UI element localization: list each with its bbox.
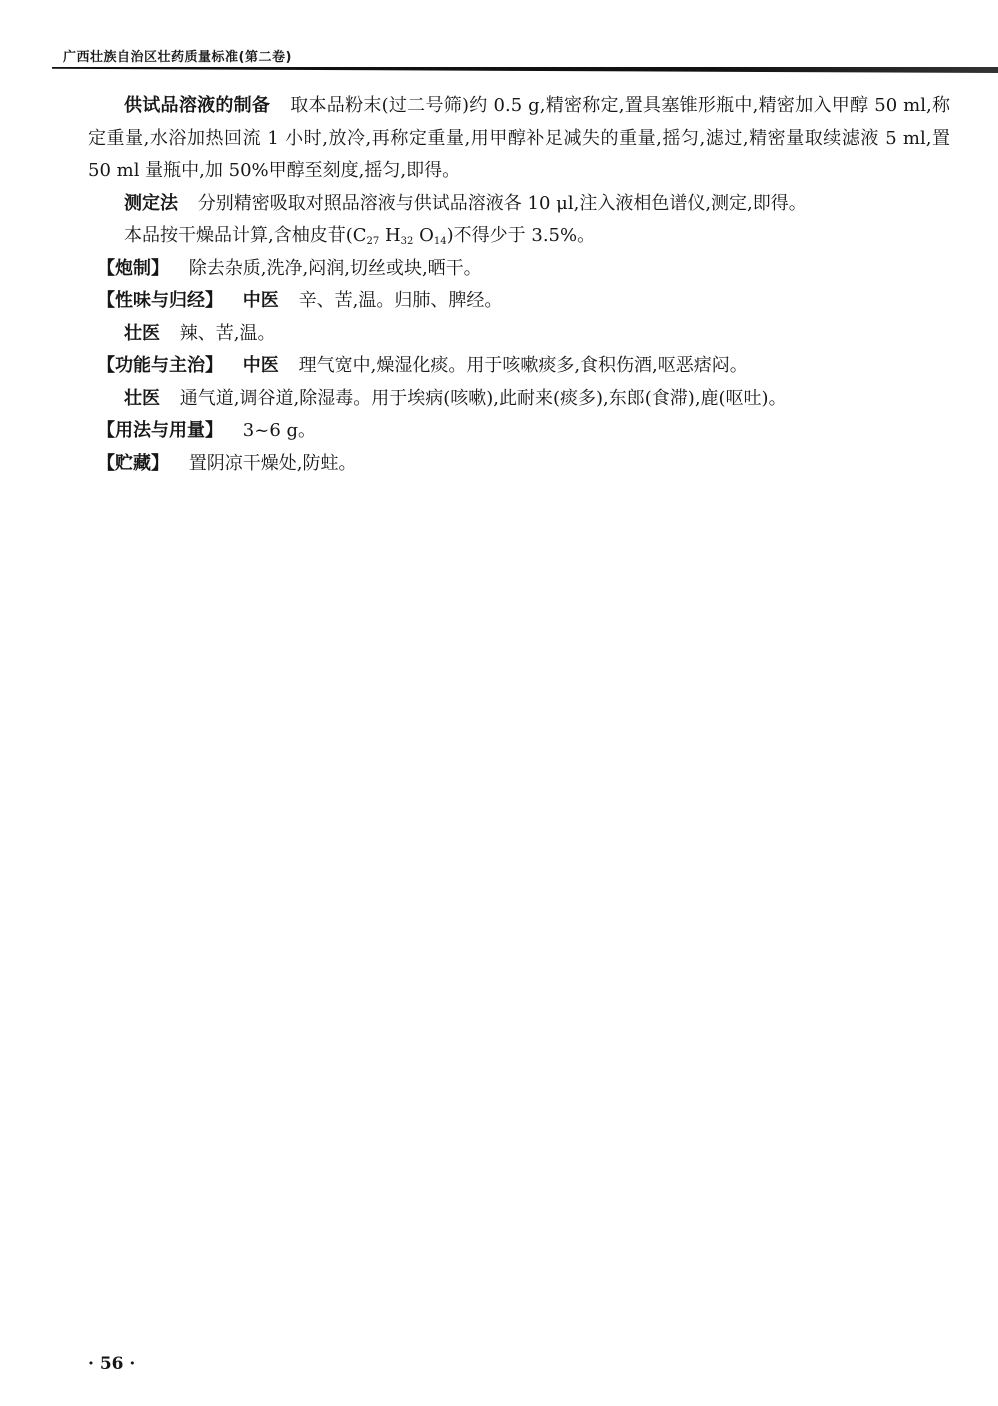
header-rule [52,67,998,73]
usage-paragraph [88,415,950,448]
page-number: · 56 · [88,1354,136,1374]
page-body [88,90,950,480]
assay-label: 测定法 [124,192,178,214]
function-zhuang-paragraph [88,383,950,416]
function-label: 【功能与主治】 [97,355,223,376]
assay-text: 分别精密吸取对照品溶液与供试品溶液各 10 μl,注入液相色谱仪,测定,即得。 [197,192,807,214]
formula-o: O [413,225,434,246]
assay-paragraph [88,188,950,221]
nature-tcm-text: 辛、苦,温。归肺、脾经。 [298,290,503,311]
sample-prep-paragraph [88,90,950,188]
nature-paragraph [88,285,950,318]
formula-sub-h: 32 [400,236,414,247]
nature-label: 【性味与归经】 [97,290,223,311]
usage-label: 【用法与用量】 [97,420,223,441]
processing-paragraph [88,253,950,286]
formula-sub-c: 27 [366,236,380,247]
storage-label: 【贮藏】 [97,452,169,474]
function-zhuang-label: 壮医 [124,387,160,409]
running-header: 广西壮族自治区壮药质量标准(第二卷) [63,50,292,65]
storage-text: 置阴凉干燥处,防蛀。 [188,452,357,474]
nature-zhuang-paragraph [88,318,950,351]
content-limit-text-after: )不得少于 3.5%。 [446,225,596,246]
function-paragraph [88,350,950,383]
function-tcm-text: 理气宽中,燥湿化痰。用于咳嗽痰多,食积伤酒,呕恶痞闷。 [298,355,748,376]
nature-zhuang-text: 辣、苦,温。 [179,322,276,344]
storage-paragraph [88,448,950,481]
content-limit-text-before: 本品按干燥品计算,含柚皮苷(C [124,225,367,246]
content-limit-paragraph [88,220,950,253]
function-zhuang-text: 通气道,调谷道,除湿毒。用于埃病(咳嗽),此耐来(痰多),东郎(食滞),鹿(呕吐)。 [179,387,787,409]
formula-h: H [379,225,401,246]
nature-zhuang-label: 壮医 [124,322,160,344]
usage-text: 3~6 g。 [242,420,317,441]
function-tcm-label: 中医 [242,355,279,376]
sample-prep-label: 供试品溶液的制备 [124,95,271,116]
nature-tcm-label: 中医 [242,290,279,311]
sample-prep-text: 取本品粉末(过二号筛)约 0.5 g,精密称定,置具塞锥形瓶中,精密加入甲醇 50 ml,称定重量,水浴加热回流 1 小时,放冷,再称定重量,用甲醇补足减失的重量,摇匀,滤过,精密量取续滤液 5 ml,置 50 ml 量瓶中,加 50%甲醇至刻度,摇匀,即得。 [88,95,951,181]
formula-sub-o: 14 [433,236,447,247]
processing-text: 除去杂质,洗净,闷润,切丝或块,晒干。 [188,257,482,279]
processing-label: 【炮制】 [97,257,169,279]
